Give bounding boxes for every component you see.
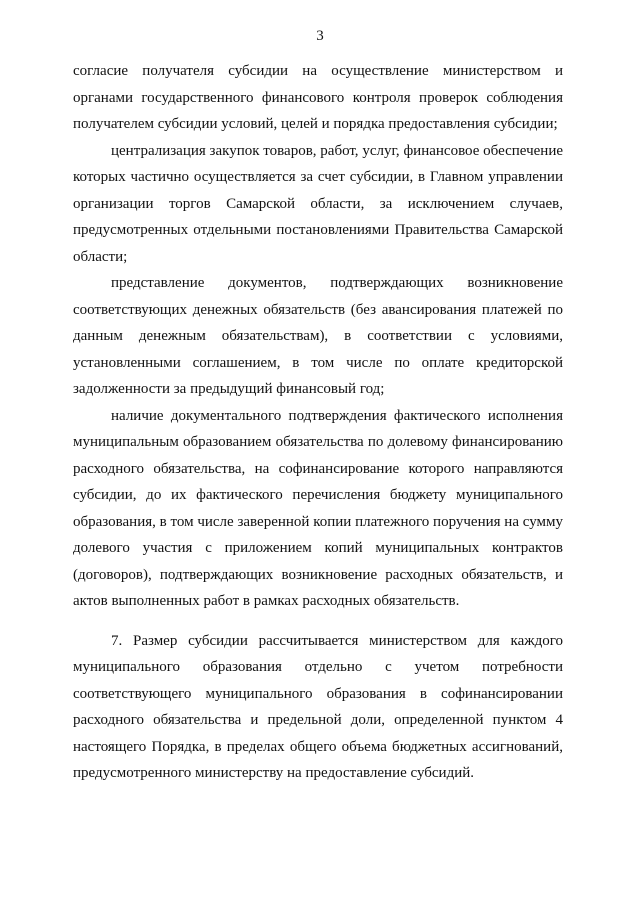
page-number: 3 (316, 28, 324, 44)
paragraph-item-7: 7. Размер субсидии рассчитывается министерством для каждого муниципального образования отдельно с учетом потребности соответствующего муниципального образования в софинансировании расходного обязательства и предельной доли, определенной пунктом 4 настоящего Порядка, в пределах общего объема бюджетных ассигнований, предусмотренного министерству на предоставление субсидий. (73, 632, 563, 781)
paragraph-centralization: централизация закупок товаров, работ, услуг, финансовое обеспечение которых частично осуществляется за счет субсидии, в Главном управлении организации торгов Самарской области, за исключением случаев, предусмотренных отдельными постановлениями Правительства Самарской области; (73, 142, 563, 265)
paragraph-confirmation: наличие документального подтверждения фактического исполнения муниципальным образованием обязательства по долевому финансированию расходного обязательства, на софинансирование которого направляются субсидии, до их фактического перечисления бюджету муниципального образования, в том числе заверенной копии платежного поручения на сумму долевого участия с приложением копий муниципальных контрактов (договоров), подтверждающих возникновение расходных обязательств, и актов выполненных работ в рамках расходных обязательств. (73, 407, 563, 609)
document-body (73, 58, 563, 787)
paragraph-consent: согласие получателя субсидии на осуществление министерством и органами государственного финансового контроля проверок соблюдения получателем субсидии условий, целей и порядка предоставления субсидии; (73, 63, 563, 132)
paragraph-documents: представление документов, подтверждающих возникновение соответствующих денежных обязательств (без авансирования платежей по данным денежным обязательствам), в соответствии с условиями, установленными соглашением, в том числе по оплате кредиторской задолженности за предыдущий финансовый год; (73, 275, 563, 397)
